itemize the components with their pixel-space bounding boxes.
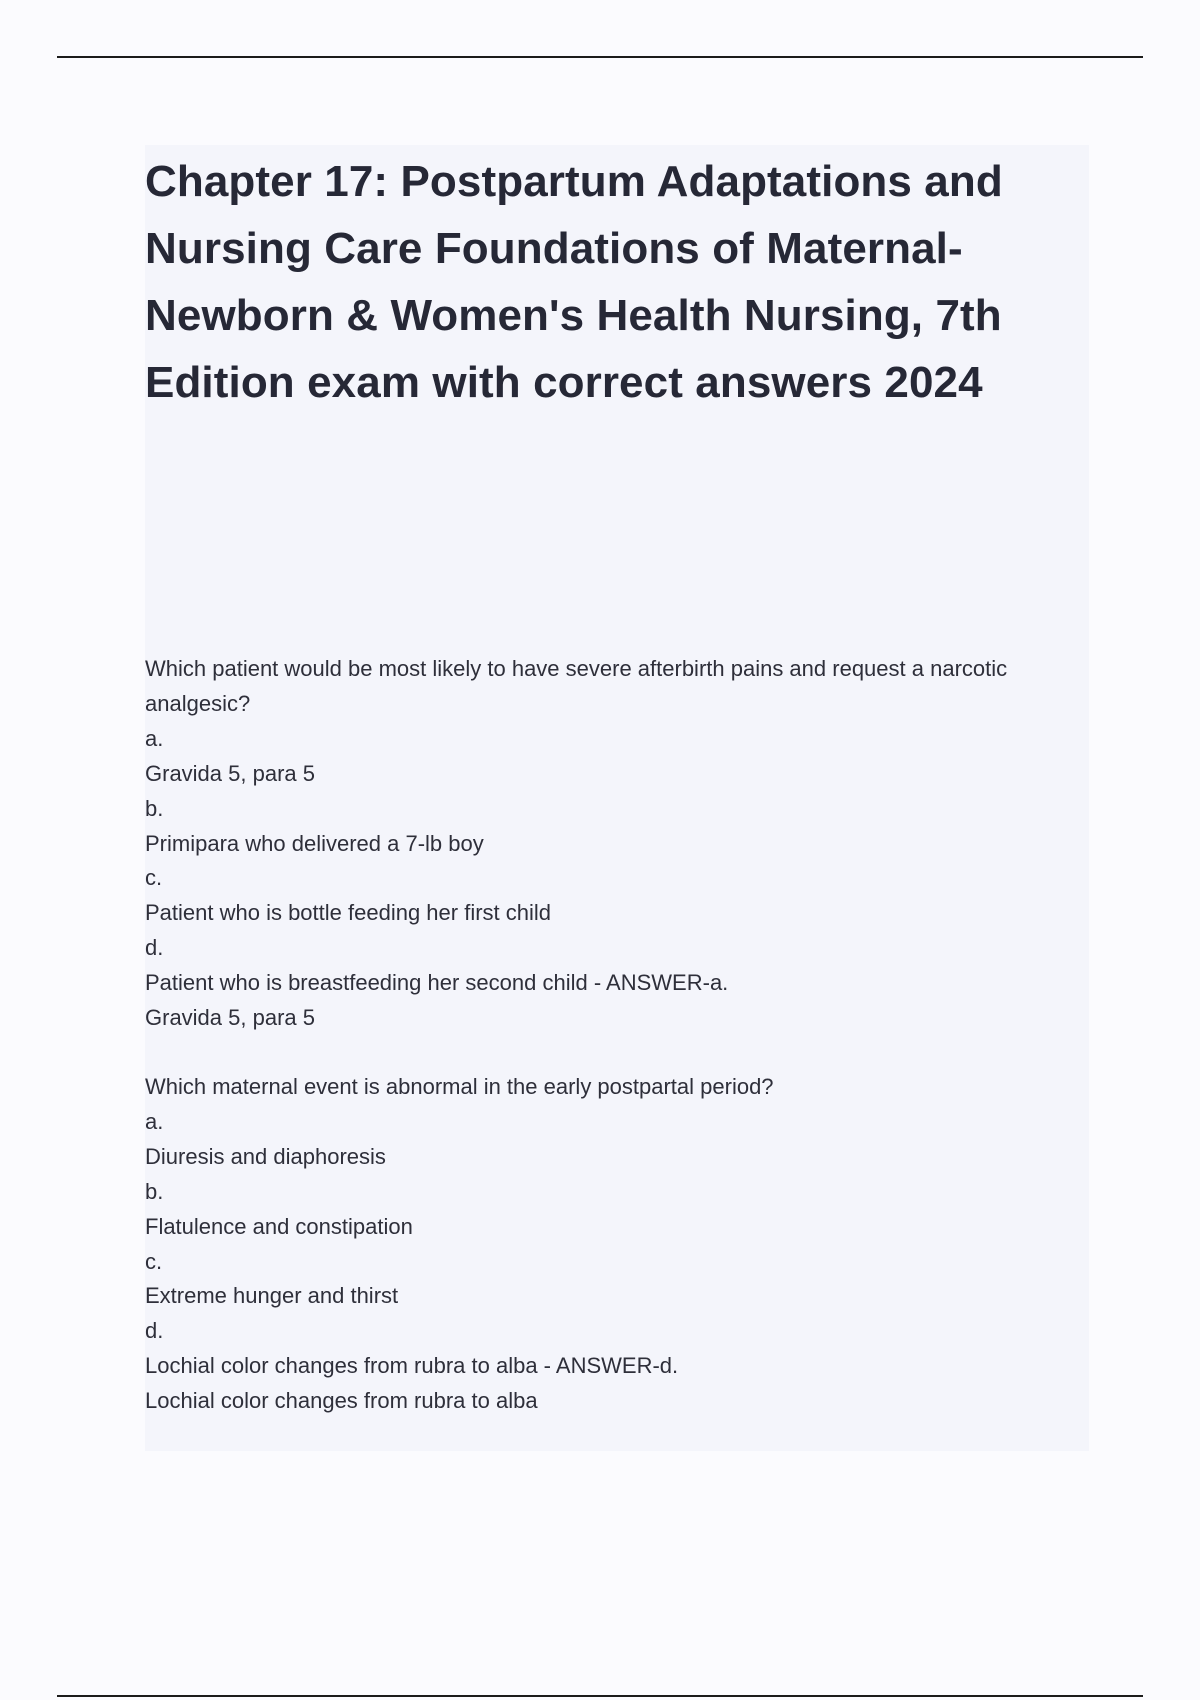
option-letter: a. (145, 725, 164, 751)
document-body (145, 145, 1089, 1451)
option-text: Extreme hunger and thirst (145, 1283, 399, 1309)
option-text: Primipara who delivered a 7-lb boy (145, 830, 484, 856)
option-letter: b. (145, 1178, 164, 1204)
option-letter: b. (145, 795, 164, 821)
option-letter: c. (145, 865, 163, 891)
answer-text: Lochial color changes from rubra to alba (145, 1388, 538, 1414)
question-text: Which maternal event is abnormal in the early postpartal period? (145, 1074, 774, 1099)
answer-text: Gravida 5, para 5 (145, 1005, 315, 1031)
option-text: Flatulence and constipation (145, 1213, 413, 1239)
document-title: Chapter 17: Postpartum Adaptations and Nursing Care Foundations of Maternal-Newborn & Women's Health Nursing, 7th Edition exam with correct answers 2024 (145, 157, 1003, 407)
question-block-2 (145, 1070, 1089, 1419)
question-text: Which patient would be most likely to have severe afterbirth pains and request a narcotic analgesic? (145, 656, 1008, 716)
option-text: Patient who is bottle feeding her first child (145, 900, 552, 926)
bottom-rule (57, 1695, 1143, 1697)
option-text: Patient who is breastfeeding her second child - ANSWER-a. (145, 970, 729, 996)
option-letter: a. (145, 1108, 164, 1134)
option-letter: d. (145, 1318, 164, 1344)
option-letter: d. (145, 935, 164, 961)
top-rule (57, 56, 1143, 58)
question-block-1 (145, 652, 1089, 1036)
option-text: Gravida 5, para 5 (145, 760, 315, 786)
option-letter: c. (145, 1248, 163, 1274)
option-text: Diuresis and diaphoresis (145, 1143, 386, 1169)
option-text: Lochial color changes from rubra to alba - ANSWER-d. (145, 1353, 679, 1379)
